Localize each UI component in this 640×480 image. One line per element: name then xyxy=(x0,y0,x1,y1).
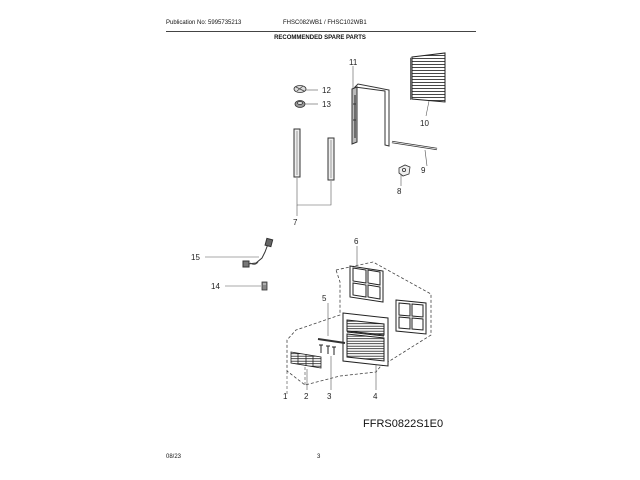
part-14-connector xyxy=(262,282,267,290)
part-11-window-frame xyxy=(352,84,389,146)
callout-7: 7 xyxy=(293,218,298,227)
callout-12: 12 xyxy=(322,86,331,95)
callout-9: 9 xyxy=(421,166,426,175)
callout-13: 13 xyxy=(322,100,331,109)
callout-6: 6 xyxy=(354,237,359,246)
model-numbers: FHSC082WB1 / FHSC102WB1 xyxy=(283,20,367,26)
part-5-bar xyxy=(318,339,345,343)
publication-number: Publication No: 5995735213 xyxy=(166,20,242,26)
callout-15: 15 xyxy=(191,253,200,262)
callout-8: 8 xyxy=(397,187,402,196)
part-15-power-cord xyxy=(243,238,273,267)
part-6-front-grille xyxy=(350,266,383,302)
part-13-drain-cap xyxy=(295,101,305,108)
callout-4: 4 xyxy=(373,392,378,401)
part-7-side-curtains xyxy=(294,129,334,180)
diagram-code: FFRS0822S1E0 xyxy=(363,418,444,430)
callout-11: 11 xyxy=(349,58,358,67)
callout-14: 14 xyxy=(211,282,220,291)
callout-3: 3 xyxy=(327,392,332,401)
callout-2: 2 xyxy=(304,392,309,401)
footer-date: 08/23 xyxy=(166,454,182,460)
part-2-control-strip xyxy=(291,352,321,368)
callout-1: 1 xyxy=(283,392,288,401)
part-8-bracket xyxy=(399,165,410,176)
page-title: RECOMMENDED SPARE PARTS xyxy=(274,35,366,41)
part-12-screw-pack xyxy=(294,86,306,93)
part-3-clips xyxy=(319,345,336,355)
callout-5: 5 xyxy=(322,294,327,303)
page-number: 3 xyxy=(317,454,321,460)
callout-10: 10 xyxy=(420,119,429,128)
part-10-filter-screen xyxy=(410,53,445,102)
side-panel xyxy=(396,300,426,334)
part-4-front-cover xyxy=(343,313,388,366)
part-9-mounting-rail xyxy=(392,142,437,149)
